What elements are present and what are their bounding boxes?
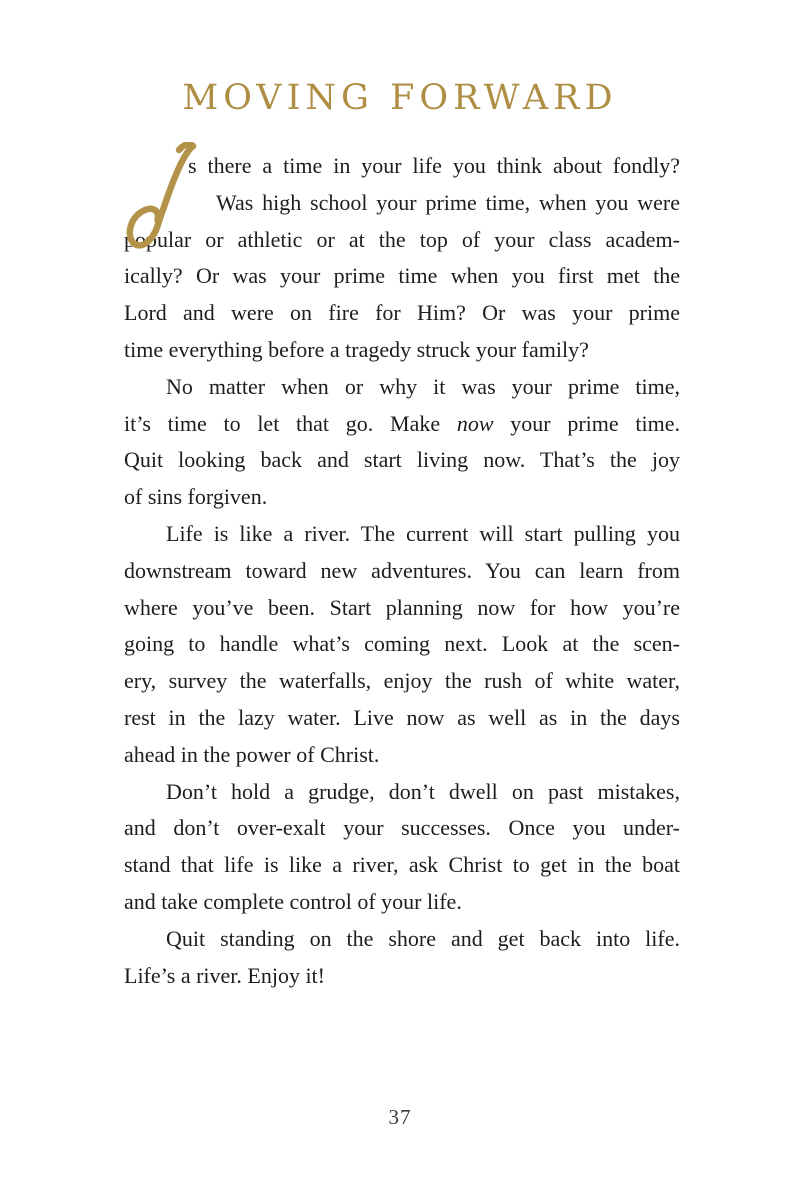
text-line: ahead in the power of Christ. bbox=[124, 741, 380, 767]
text-line: Don’t hold a grudge, don’t dwell on past mistakes, bbox=[166, 778, 680, 804]
text-line: s there a time in your life you think about fondly? bbox=[188, 153, 680, 178]
text-line: of sins forgiven. bbox=[124, 484, 268, 510]
text-line: Quit standing on the shore and get back into life. bbox=[166, 925, 680, 951]
text-line: going to handle what’s coming next. Look at the scen- bbox=[124, 631, 680, 657]
text-line: popular or athletic or at the top of your class academ- bbox=[124, 226, 680, 252]
emphasized-word: now bbox=[456, 410, 494, 436]
page-number: 37 bbox=[388, 1105, 412, 1129]
chapter-title: MOVING FORWARD bbox=[182, 78, 618, 118]
text-line: Life’s a river. Enjoy it! bbox=[124, 962, 325, 988]
paragraph bbox=[124, 369, 680, 516]
text-line: where you’ve been. Start planning now for how you’re bbox=[124, 594, 680, 620]
text-line: stand that life is like a river, ask Christ to get in the boat bbox=[124, 852, 680, 878]
text-line: Lord and were on fire for Him? Or was your prime bbox=[124, 300, 680, 326]
text-line: Quit looking back and start living now. That’s the joy bbox=[124, 447, 680, 473]
text-line: and take complete control of your life. bbox=[124, 888, 462, 914]
text-segment: your prime time. bbox=[493, 410, 681, 436]
paragraph bbox=[124, 774, 680, 921]
paragraph bbox=[124, 921, 680, 995]
text-line: and don’t over-exalt your successes. Once you under- bbox=[124, 815, 680, 841]
paragraph bbox=[124, 148, 680, 369]
text-line: time everything before a tragedy struck your family? bbox=[124, 336, 589, 362]
text-line: rest in the lazy water. Live now as well as in the days bbox=[124, 704, 680, 730]
paragraph bbox=[124, 516, 680, 774]
text-line bbox=[124, 406, 680, 443]
text-line: ery, survey the waterfalls, enjoy the rush of white water, bbox=[124, 668, 680, 694]
text-line: Was high school your prime time, when you were bbox=[216, 189, 680, 215]
body-text-block bbox=[124, 148, 680, 994]
text-line: Life is like a river. The current will start pulling you bbox=[166, 520, 680, 546]
text-segment: it’s time to let that go. Make bbox=[124, 410, 457, 436]
text-line: No matter when or why it was your prime time, bbox=[166, 373, 680, 399]
text-line: downstream toward new adventures. You can learn from bbox=[124, 557, 680, 583]
text-line: ically? Or was your prime time when you first met the bbox=[124, 263, 680, 289]
